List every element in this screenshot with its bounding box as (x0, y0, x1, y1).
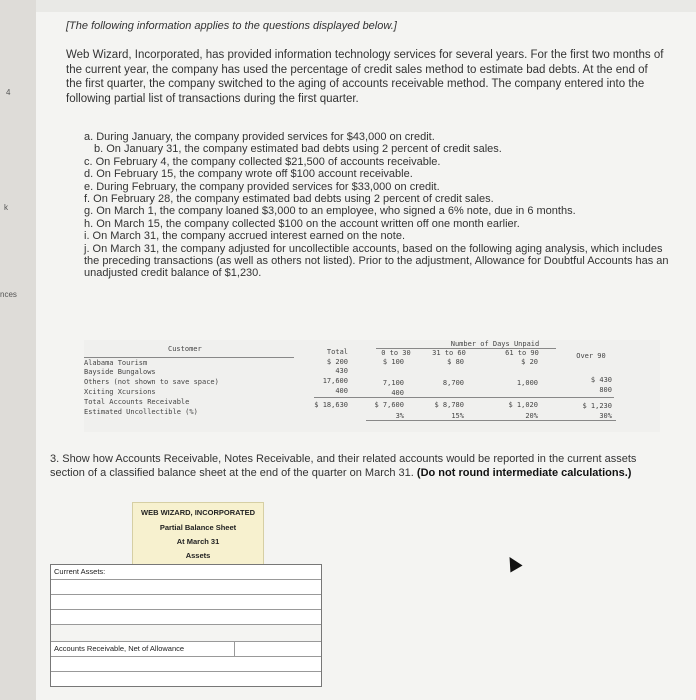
col-customer-header: Customer (168, 345, 202, 353)
aging-cell: $ 18,630 (314, 401, 348, 409)
aging-cell: 1,000 (516, 379, 538, 387)
ar-net-amount-input[interactable] (235, 642, 321, 656)
question-text: 3. Show how Accounts Receivable, Notes Receivable, and their related accounts would be reported in the current assets section of a classified balance sheet at the end of the quarter on March 31. (50, 453, 637, 479)
intro-note: [The following information applies to the questions displayed below.] (66, 20, 397, 32)
aging-row-name: Bayside Bungalows (84, 368, 156, 376)
entry-row (51, 610, 321, 625)
aging-cell: 400 (335, 387, 348, 395)
current-assets-row (51, 565, 321, 580)
aging-cell: 430 (335, 367, 348, 375)
aging-cell: 7,100 (382, 379, 404, 387)
entry-row (51, 657, 321, 672)
left-marker-small: k (4, 203, 8, 212)
totals-label: Total Accounts Receivable (84, 398, 190, 406)
current-assets-label: Current Assets: (54, 567, 106, 576)
entry-row (51, 580, 321, 595)
aging-cell: $ 80 (447, 358, 464, 366)
section-title: Assets (185, 551, 211, 560)
col-61-90-header: 61 to 90 (505, 349, 539, 357)
col-0-30-header: 0 to 30 (381, 349, 411, 357)
intro-paragraph: Web Wizard, Incorporated, has provided information technology services for several years. For the first two months of the current year, the company has used the percentage of credit sales method to estimate bad debts. At the end of the first quarter, the company switched to the aging of accounts receivable method. The company entered into the following partial list of transactions during the first quarter. (66, 49, 664, 105)
amount-input[interactable] (235, 580, 321, 594)
aging-cell: $ 1,230 (582, 402, 612, 410)
entry-row (51, 672, 321, 686)
transaction-list (84, 131, 674, 280)
amount-input[interactable] (235, 595, 321, 609)
account-name-input[interactable] (51, 610, 235, 624)
company-name: WEB WIZARD, INCORPORATED (140, 508, 256, 517)
statement-title: Partial Balance Sheet (159, 523, 237, 532)
left-edge-panel (0, 0, 36, 700)
amount-input[interactable] (235, 610, 321, 624)
transaction-item: f. On February 28, the company estimated bad debts using 2 percent of credit sales. (84, 193, 494, 206)
amount-input[interactable] (235, 672, 321, 686)
col-31-60-header: 31 to 60 (432, 349, 466, 357)
transaction-item: j. On March 31, the company adjusted for uncollectible accounts, based on the following aging analysis, which includes the preceding transactions (as well as others not listed). Prior to the adjustment, Allowance for Doubtful Accounts has an unadjusted credit balance of $1,230. (84, 242, 669, 280)
aging-cell: $ 8,780 (434, 401, 464, 409)
col-total-header: Total (326, 348, 348, 356)
transaction-item: i. On March 31, the company accrued interest earned on the note. (84, 230, 406, 243)
aging-cell: 20% (525, 412, 538, 420)
question-instruction: (Do not round intermediate calculations.) (416, 466, 632, 479)
account-name-input[interactable] (51, 580, 235, 594)
aging-cell: 30% (599, 412, 612, 420)
account-name-input[interactable] (51, 657, 235, 671)
transaction-item: b. On January 31, the company estimated bad debts using 2 percent of credit sales. (94, 143, 502, 156)
ar-net-row (51, 642, 321, 657)
aging-cell: 15% (451, 412, 464, 420)
estimated-label: Estimated Uncollectible (%) (84, 408, 198, 416)
transaction-item: c. On February 4, the company collected $21,500 of accounts receivable. (84, 155, 441, 168)
entry-row (51, 595, 321, 610)
aging-row-name: Xciting Xcursions (84, 388, 156, 396)
aging-cell: 17,600 (322, 377, 348, 385)
aging-analysis-table (84, 340, 660, 432)
amount-input[interactable] (235, 657, 321, 671)
spacer-row (51, 625, 321, 642)
aging-cell: $ 7,600 (374, 401, 404, 409)
aging-cell: 800 (599, 386, 612, 394)
left-marker-digit: 4 (6, 88, 11, 97)
totals-rule (314, 397, 614, 398)
balance-sheet-grid (50, 564, 322, 687)
aging-cell: $ 100 (382, 358, 404, 366)
transaction-item: e. During February, the company provided services for $33,000 on credit. (84, 180, 440, 193)
question-3 (50, 453, 670, 480)
transaction-item: d. On February 15, the company wrote off $100 account receivable. (84, 168, 413, 181)
transaction-item: g. On March 1, the company loaned $3,000 to an employee, who signed a 6% note, due in 6 months. (84, 205, 576, 218)
aging-row-name: Alabama Tourism (84, 359, 148, 367)
days-unpaid-header: Number of Days Unpaid (450, 340, 540, 348)
bottom-rule (366, 420, 616, 421)
aging-cell: 3% (395, 412, 404, 420)
balance-sheet-header (132, 502, 264, 566)
account-name-input[interactable] (51, 595, 235, 609)
ar-net-label: Accounts Receivable, Net of Allowance (51, 642, 235, 656)
aging-cell: 400 (391, 389, 404, 397)
aging-cell: $ 430 (590, 376, 612, 384)
col-over-90-header: Over 90 (576, 352, 606, 360)
aging-cell: 8,700 (442, 379, 464, 387)
aging-cell: $ 20 (521, 358, 538, 366)
aging-cell: $ 200 (326, 358, 348, 366)
aging-row-name: Others (not shown to save space) (84, 378, 219, 386)
left-marker-side-text: nces (0, 290, 17, 299)
aging-cell: $ 1,020 (508, 401, 538, 409)
transaction-item: h. On March 15, the company collected $100 on the account written off one month earlier. (84, 217, 520, 230)
statement-date: At March 31 (176, 537, 220, 546)
account-name-input[interactable] (51, 672, 235, 686)
customer-rule (84, 357, 294, 358)
transaction-item: a. During January, the company provided services for $43,000 on credit. (84, 131, 435, 143)
